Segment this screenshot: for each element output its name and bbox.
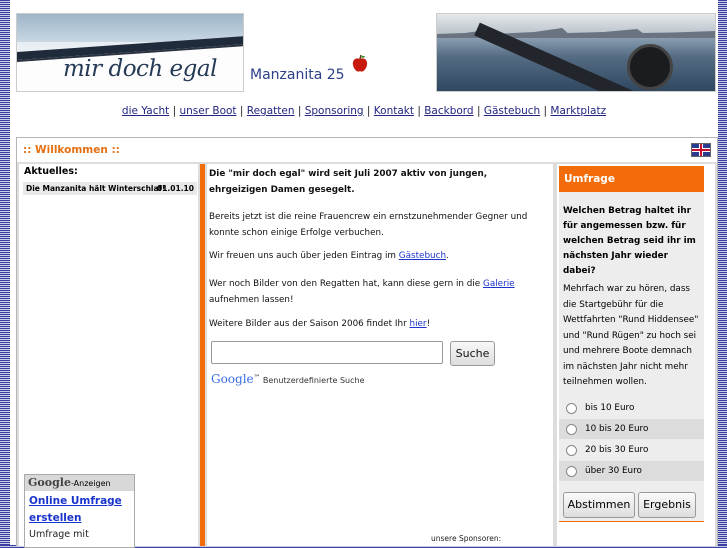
news-item-title: Die Manzanita hält Winterschlaf! xyxy=(26,184,166,193)
p3-text: Wer noch Bilder von den Regatten hat, kann diese gern in die xyxy=(209,279,484,289)
here-link[interactable]: hier xyxy=(409,319,427,329)
poll-option-label: 20 bis 30 Euro xyxy=(585,445,649,455)
apple-icon xyxy=(350,54,370,74)
nav-item-boot[interactable]: unser Boot xyxy=(179,105,237,117)
search-input[interactable] xyxy=(211,341,443,364)
p4-text: Weitere Bilder aus der Saison 2006 findet Ihr xyxy=(209,319,410,329)
paragraph-1: Bereits jetzt ist die reine Frauencrew ein ernstzunehmender Gegner und konnte schon einige Erfolge verbuchen. xyxy=(209,212,528,238)
nav-separator: | xyxy=(414,105,425,117)
google-search-label xyxy=(211,372,365,386)
nav-item-backbord[interactable]: Backbord xyxy=(424,105,474,117)
nav-separator: | xyxy=(294,105,305,117)
site-title: Manzanita 25 xyxy=(250,67,345,83)
poll-option[interactable] xyxy=(559,398,704,418)
google-ads-header xyxy=(25,475,134,491)
news-item[interactable] xyxy=(23,182,197,195)
paragraph-2 xyxy=(209,248,541,264)
poll-option[interactable] xyxy=(559,419,704,439)
poll-bottom-line xyxy=(559,521,704,522)
poll-option[interactable] xyxy=(559,461,704,481)
p2-text: Wir freuen uns auch über jeden Eintrag im xyxy=(209,251,399,261)
news-heading: Aktuelles: xyxy=(24,166,78,177)
p4-end: ! xyxy=(426,319,431,329)
google-logo: Google xyxy=(28,476,71,489)
column-divider xyxy=(200,164,205,546)
google-word: Google xyxy=(211,372,254,386)
nav-item-yacht[interactable]: die Yacht xyxy=(121,105,170,117)
flag-red-v xyxy=(700,144,702,156)
main-nav xyxy=(10,105,718,117)
results-button[interactable]: Ergebnis xyxy=(638,492,696,518)
search-button[interactable]: Suche xyxy=(450,341,495,366)
nav-separator: | xyxy=(363,105,374,117)
poll-option-label: 10 bis 20 Euro xyxy=(585,424,649,434)
ad-title-1: Online Umfrage xyxy=(29,495,122,507)
main-column xyxy=(207,164,553,546)
header-logo-banner[interactable] xyxy=(16,13,244,92)
news-item-date: 01.01.10 xyxy=(156,184,194,193)
logo-text: mir doch egal xyxy=(63,56,217,82)
nav-item-marktplatz[interactable]: Marktplatz xyxy=(550,105,607,117)
poll-option[interactable] xyxy=(559,440,704,460)
welcome-title: :: Willkommen :: xyxy=(23,144,120,156)
page xyxy=(10,0,718,545)
radio-button[interactable] xyxy=(566,445,577,456)
paragraph-3 xyxy=(209,276,541,308)
content-frame xyxy=(16,137,718,546)
poll-option-label: bis 10 Euro xyxy=(585,403,635,413)
nav-separator: | xyxy=(540,105,551,117)
google-ads-label: -Anzeigen xyxy=(70,479,111,488)
intro-text: Die "mir doch egal" wird seit Juli 2007 aktiv von jungen, ehrgeizigen Damen gesegelt. xyxy=(209,169,488,195)
nav-item-gaestebuch[interactable]: Gästebuch xyxy=(483,105,541,117)
paragraph-4 xyxy=(209,316,541,332)
vote-button[interactable]: Abstimmen xyxy=(563,492,635,518)
ad-title-2: erstellen xyxy=(29,512,82,524)
poll-column xyxy=(557,164,715,546)
p2-end: . xyxy=(446,251,449,261)
radio-button[interactable] xyxy=(566,403,577,414)
nav-separator: | xyxy=(236,105,247,117)
nav-item-kontakt[interactable]: Kontakt xyxy=(373,105,414,117)
uk-flag-icon[interactable] xyxy=(691,143,711,157)
banner-block xyxy=(627,44,673,90)
ad-text: Umfrage mit xyxy=(29,529,89,540)
radio-button[interactable] xyxy=(566,466,577,477)
nav-separator: | xyxy=(169,105,180,117)
nav-separator: | xyxy=(473,105,484,117)
radio-button[interactable] xyxy=(566,424,577,435)
poll-heading: Umfrage xyxy=(559,166,704,192)
gallery-link[interactable]: Galerie xyxy=(483,279,515,289)
nav-item-sponsoring[interactable]: Sponsoring xyxy=(304,105,364,117)
google-search-logo xyxy=(211,372,254,386)
p3-end: aufnehmen lassen! xyxy=(209,295,294,305)
left-column xyxy=(19,164,198,546)
header-photo-banner xyxy=(436,13,716,92)
guestbook-link[interactable]: Gästebuch xyxy=(398,251,447,261)
welcome-bar xyxy=(17,138,717,163)
custom-search-text: Benutzerdefinierte Suche xyxy=(262,376,365,385)
sponsors-label: unsere Sponsoren: xyxy=(431,534,502,543)
poll-text: Mehrfach war zu hören, dass die Startgebühr für die Wettfahrten "Rund Hiddensee" und "Rund Rügen" zu hoch sei und mehrere Boote demnach im nächsten Jahr nicht mehr teilnehmen wollen. xyxy=(563,284,699,387)
nav-item-regatten[interactable]: Regatten xyxy=(246,105,295,117)
poll-body xyxy=(559,192,704,522)
poll-question: Welchen Betrag haltet ihr für angemessen bzw. für welchen Betrag seid ihr im nächsten Jahr wieder dabei? xyxy=(563,206,696,276)
google-ads-box xyxy=(24,474,135,548)
poll-option-label: über 30 Euro xyxy=(585,466,642,476)
trademark: ™ xyxy=(253,373,261,382)
ad-link[interactable] xyxy=(25,491,134,529)
